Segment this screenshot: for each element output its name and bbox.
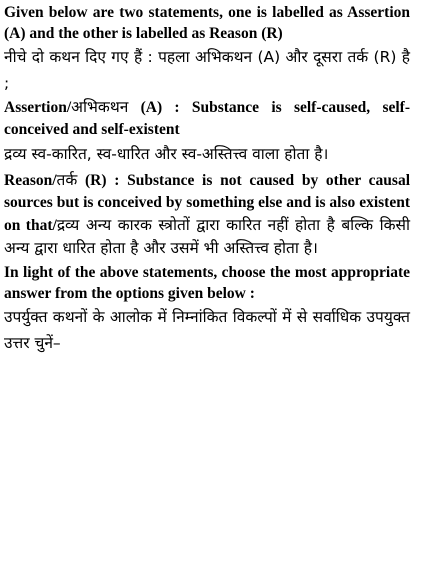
reason-label-english: Reason/: [4, 172, 57, 189]
assertion-label-hindi: अभिकथन: [71, 98, 129, 116]
reason-tag: (R) :: [77, 172, 128, 189]
assertion-text-hindi: द्रव्य स्व-कारित, स्व-धारित और स्व-अस्तित्त्व वाला होता है।: [4, 145, 329, 163]
intro-hindi: नीचे दो कथन दिए गए हैं : पहला अभिकथन (A) और दूसरा तर्क (R) है ;: [4, 48, 410, 92]
reason-label-hindi: तर्क: [56, 171, 78, 189]
reason-text-english: Substance is not caused by other causal sources but is conceived by something else and is also existent on that/: [4, 172, 410, 234]
reason-text-hindi: द्रव्य अन्य कारक स्त्रोतों द्वारा कारित नहीं होता है बल्कि किसी अन्य द्वारा धारित होता है और उसमें भी अस्तित्त्व होता है।: [4, 216, 410, 257]
reason-statement: [4, 169, 410, 260]
assertion-tag: (A) :: [128, 99, 192, 116]
assertion-statement: [4, 96, 410, 141]
question-text: [4, 2, 410, 356]
assertion-label-english: Assertion/: [4, 99, 72, 116]
instruction-english: In light of the above statements, choose the most appropriate answer from the options given below :: [4, 264, 410, 302]
instruction-hindi: उपर्युक्त कथनों के आलोक में निम्नांकित विकल्पों में से सर्वाधिक उपयुक्त उत्तर चुनें–: [4, 308, 410, 352]
intro-english: Given below are two statements, one is labelled as Assertion (A) and the other is labelled as Reason (R): [4, 4, 410, 42]
assertion-text-english: Substance is self-caused, self-conceived and self-existent: [4, 99, 410, 138]
